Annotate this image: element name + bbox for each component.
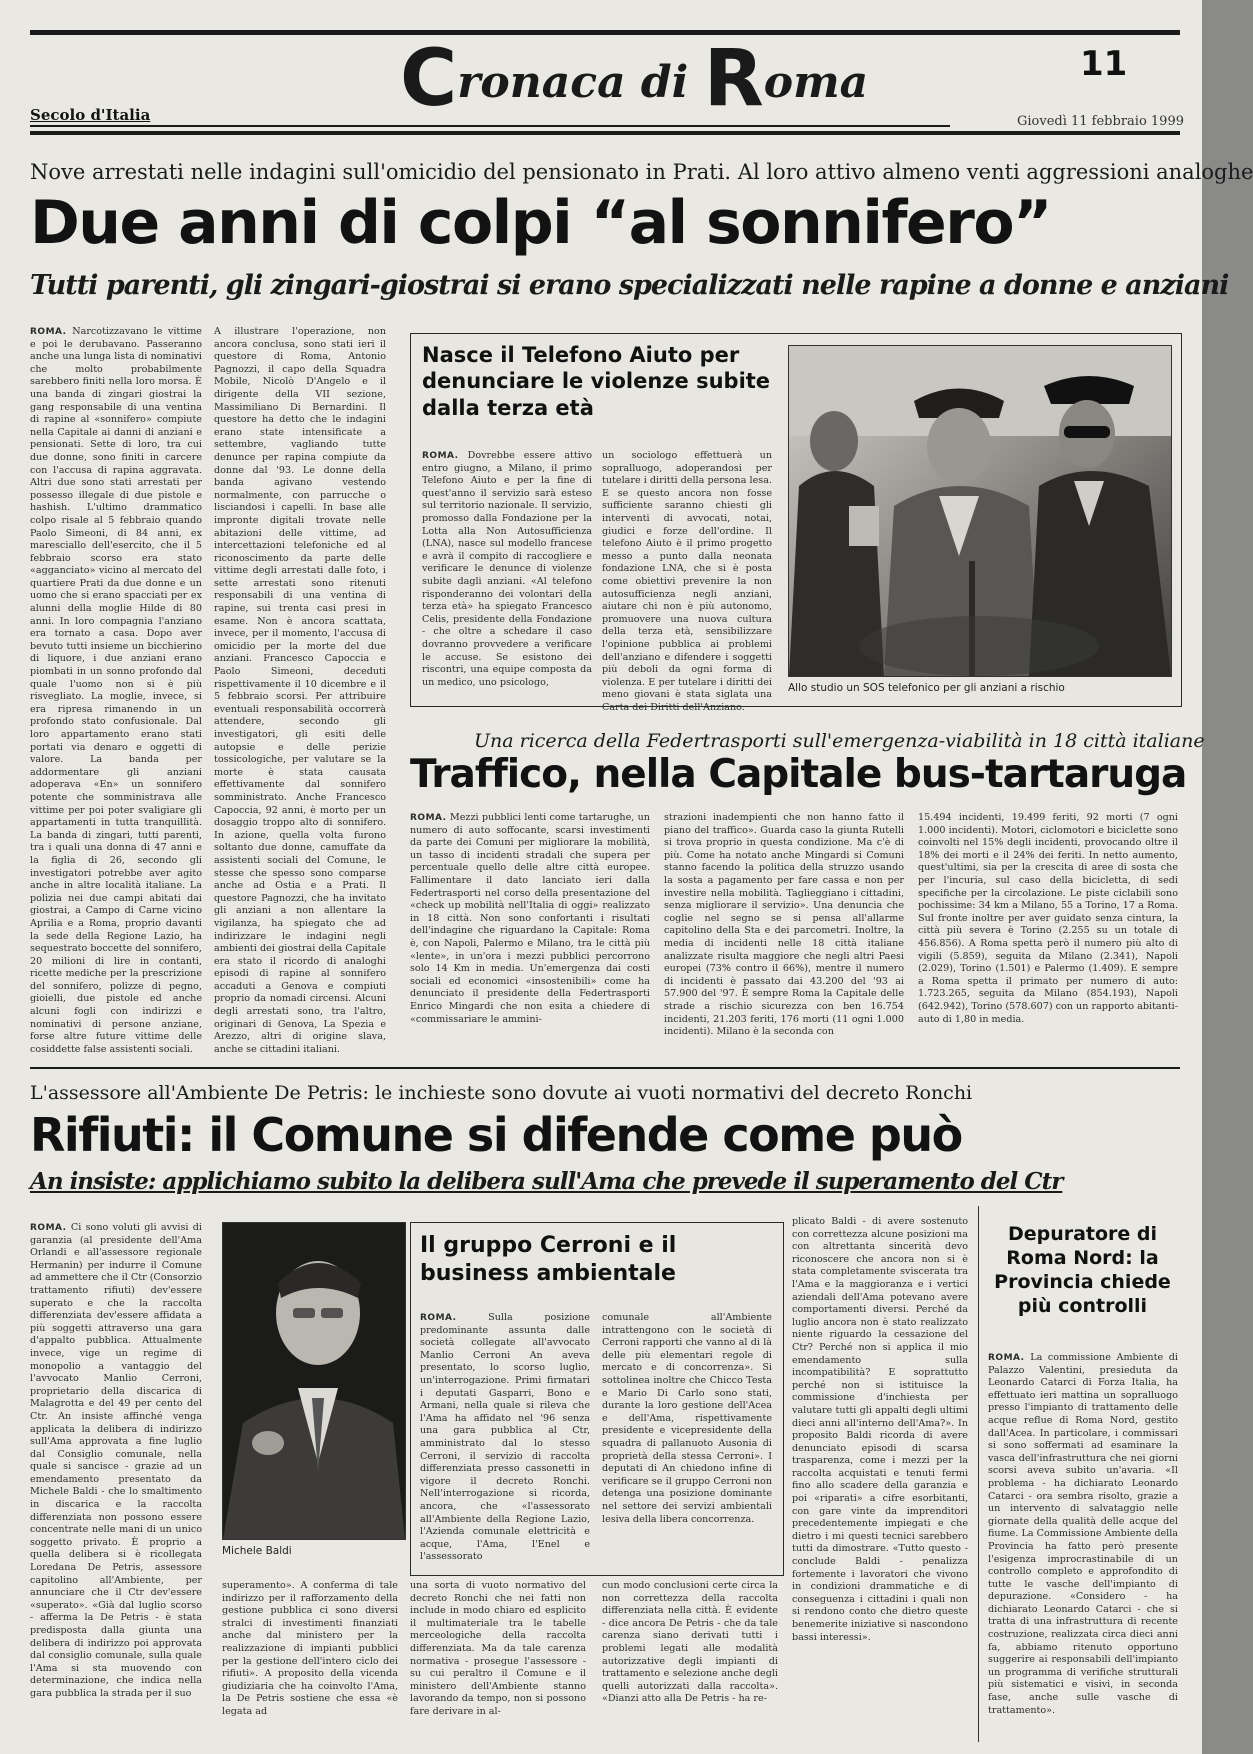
baldi-photo-caption: Michele Baldi: [222, 1545, 292, 1557]
traffico-column-3: 15.494 incidenti, 19.499 feriti, 92 morti (7 ogni 1.000 incidenti). Motori, ciclomotori e biciclette sono coinvolti nel 15% degli incidenti, provocando oltre il 18% dei morti e il 24% dei feriti. In netto aumento, quest'ultimi, sia per la crescita di aree di sosta che per l'incuria, sul caso della bicicletta, di sedi specifiche per la circolazione. Le piste ciclabili sono pochissime: 34 km a Milano, 55 a Torino, 17 a Roma. Sul fronte inoltre per aver guidato senza cintura, la città più severa è Torino (2.255 su un totale di 456.856). A Roma spetta però il numero più alto di vigili (5.859), seguita da Milano (2.341), Napoli (2.029), Torino (1.501) e Palermo (1.409). E sempre a Roma spetta il primato per numero di auto: 1.723.265, seguita da Milano (854.193), Napoli (642.942), Torino (578.607) con un rapporto abitanti-auto di 1,80 in media.: [918, 812, 1178, 1025]
telefono-photo-caption: Allo studio un SOS telefonico per gli anziani a rischio: [788, 682, 1065, 694]
traffico-column-2: strazioni inadempienti che non hanno fatto il piano del traffico». Guarda caso la giunta Rutelli si trova proprio in questa condizione. Ma c'è di più. Come ha notato anche Mingardi si Comuni stanno facendo la politica della struzzo usando la sosta a pagamento per fare cassa e non per investire nella mobilità. Taglieggiano i cittadini, senza migliorare il servizio». Una denuncia che coglie nel segno se si pensa all'allarme capitolino della Sta e dei parcometri. Inoltre, la media di incidenti nelle 18 città italiane analizzate risulta maggiore che negli altri Paesi europei (73% contro il 66%), mentre il numero di incidenti è passato dai 43.200 del '93 ai 57.900 del '97. È sempre Roma la Capitale delle strade a rischio sicurezza con ben 16.754 incidenti, 21.203 feriti, 176 morti (11 ogni 1.000 incidenti). Milano è la seconda con: [664, 812, 904, 1038]
traffico-column-1: ROMA. Mezzi pubblici lenti come tartarughe, un numero di auto soffocante, scarsi investimenti da parte dei Comuni per migliorare la mobilità, un tasso di incidenti stradali che supera per percentuale quello delle altre città europee. Fallimentare il dato lanciato ieri dalla Federtrasporti nel corso della presentazione del «check up mobilità nell'Italia di oggi» realizzato in 18 città. Non sono confortanti i risultati dell'indagine che riguardano la Capitale: Roma è, con Napoli, Palermo e Milano, tra le città più «lente», in un'ora i mezzi pubblici percorrono solo 14 Km in media. Un'emergenza dai costi sociali ed economici «insostenibili» come ha denunciato il presidente della Federtrasporti Enrico Mingardi che non esita a chiedere di «commissariare le ammini-: [410, 812, 650, 1025]
cerroni-column-2: comunale all'Ambiente intrattengono con le società di Cerroni rapporti che vanno al di là delle più elementari regole di mercato e di concorrenza». Si sottolinea inoltre che Chicco Testa e Mario Di Carlo sono stati, durante la loro gestione dell'Acea e dell'Ama, rispettivamente presidente e vicepresidente della squadra di pallanuoto Ausonia di proprietà della stessa Cerroni». I deputati di An chiedono infine di verificare se il gruppo Cerroni non detenga una posizione dominante nel settore dei servizi ambientali lesiva della libera concorrenza.: [602, 1312, 772, 1525]
section-title: Cronaca di Roma: [400, 34, 869, 124]
traffico-kicker: Una ricerca della Federtrasporti sull'emergenza-viabilità in 18 città italiane: [474, 730, 1205, 752]
rifiuti-column-4: cun modo conclusioni certe circa la non correttezza della raccolta differenziata nella città. È evidente - dice ancora De Petris - che da tale carenza siano derivati tutti i problemi legati alle modalità autorizzative degli impianti di trattamento e selezione anche degli quelli autorizzati dalla raccolta». «Dianzi atto alla De Petris - ha re-: [602, 1580, 778, 1705]
rifiuti-subhead: An insiste: applichiamo subito la delibera sull'Ama che prevede il superamento del Ctr: [30, 1168, 1063, 1195]
cerroni-title: Il gruppo Cerroni e il business ambientale: [420, 1233, 677, 1286]
lead-subhead: Tutti parenti, gli zingari-giostrai si erano specializzati nelle rapine a donne e anziani: [30, 270, 1229, 301]
rifiuti-kicker: L'assessore all'Ambiente De Petris: le inchieste sono dovute ai vuoti normativi del decreto Ronchi: [30, 1082, 973, 1104]
depuratore-title: Depuratore di Roma Nord: la Provincia chiede più controlli: [994, 1223, 1171, 1317]
rifiuti-headline: Rifiuti: il Comune si difende come può: [30, 1108, 962, 1162]
lead-kicker: Nove arrestati nelle indagini sull'omicidio del pensionato in Prati. Al loro attivo almeno venti aggressioni analoghe: [30, 160, 1253, 184]
rifiuti-column-2: superamento». A conferma di tale indirizzo per il rafforzamento della gestione pubblica ci sono diversi stralci di investimenti finanziati anche dal ministero per la realizzazione di impianti pubblici per la gestione dell'intero ciclo dei rifiuti». A proposito della vicenda giudiziaria che ha coinvolto l'Ama, la De Petris sostiene che essa «è legata ad: [222, 1580, 398, 1717]
rifiuti-column-5: plicato Baldi - di avere sostenuto con correttezza alcune posizioni ma con altrettanta sincerità devo riconoscere che ancora non si è stata completamente sviscerata tra l'Ama e la maggioranza e i vertici aziendali dell'Ama potevano avere comportamenti diversi. Perché da luglio ancora non è stato realizzato niente riguardo la cessazione del Ctr? Perché non si applica il mio emendamento sulla incompatibilità? E soprattutto perché non si istituisce la commissione d'inchiesta per valutare tutti gli appalti degli ultimi dieci anni all'interno dell'Ama?». In proposito Baldi ricorda di avere denunciato episodi di scarsa trasparenza, come i mezzi per la raccolta acquistati e tenuti fermi fino allo scadere della garanzia e poi «riparati» a cifre esorbitanti, con gare vinte da imprenditori precedentemente impiegati e che dietro i mi questi tecnici sarebbero tutti da dimostrare. «Tutto questo - conclude Baldi - penalizza fortemente i lavoratori che vivono in condizioni drammatiche e di conseguenza i cittadini i quali non si rendono conto che dietro queste benemerite iniziative si nascondono bassi interessi».: [792, 1216, 968, 1643]
newspaper-name: Secolo d'Italia: [30, 106, 151, 124]
masthead-rule-thick: [30, 131, 1180, 135]
telefono-aiuto-title: Nasce il Telefono Aiuto per denunciare le violenze subite dalla terza età: [422, 343, 771, 420]
michele-baldi-photo-image: [223, 1223, 405, 1539]
lead-column-2: A illustrare l'operazione, non ancora conclusa, sono stati ieri il questore di Roma, Antonio Pagnozzi, il capo della Squadra Mobile, Nicolò D'Angelo e il dirigente della VII sezione, Massimiliano Di Bernardini. Il questore ha detto che le indagini erano state intensificate a settembre, vagliando tutte denunce per rapina compiute da donne dal '93. Le donne della banda agivano vestendo normalmente, con parrucche o lisciandosi i capelli. In base alle impronte digitali trovate nelle abitazioni delle vittime, ad intercettazioni telefoniche ed al riconoscimento da parte delle vittime degli arrestati dalle foto, i sette arrestati sono ritenuti responsabili di una ventina di rapine, sui trenta casi presi in esame. Non è ancora scattata, invece, per il momento, l'accusa di omicidio per la morte del due anziani. Francesco Capoccia e Paolo Simeoni, deceduti rispettivamente il 10 dicembre e il 5 febbraio scorsi. Per attribuire eventuali responsabilità occorrerà attendere, secondo gli investigatori, gli esiti delle autopsie e delle perizie tossicologiche, per valutare se la morte è stata causata effettivamente dal sonnifero somministrato. Anche Francesco Capoccia, 92 anni, è morto per un dosaggio troppo alto di sonnifero. In azione, quella volta furono soltanto due donne, camuffate da assistenti sociali del Comune, le stesse che spesso sono comparse anche ad Ostia e a Prati. Il questore Pagnozzi, che ha invitato gli anziani a non allentare la vigilanza, ha spiegato che ad indirizzare le indagini negli ambienti dei giostrai della Capitale era stato il ricordo di analoghi episodi di rapine al sonnifero accaduti a Genova e compiuti proprio da nomadi circensi. Alcuni degli arrestati sono, tra l'altro, originari di Genova, La Spezia e Arezzo, altri di origine slava, anche se cittadini italiani.: [214, 326, 386, 1055]
lead-column-1: ROMA. Narcotizzavano le vittime e poi le derubavano. Passeranno anche una lunga lista di nominativi che molto probabilmente sarebbero finiti nella loro morsa. È una banda di zingari giostrai la gang responsabile di una ventina di rapine al «sonnifero» compiute nella Capitale ai danni di anziani e pensionati. Sette di loro, tra cui due donne, sono finiti in carcere con l'accusa di rapina aggravata. Altri due sono stati arrestati per possesso illegale di due pistole e hashish. L'ultimo drammatico colpo risale al 5 febbraio quando Paolo Simeoni, di 84 anni, ex maresciallo dell'esercito, che il 5 febbraio scorso era stato «agganciato» vicino al mercato del quartiere Prati da due donne e un uomo che si erano spacciati per ex alunni della moglie Hilde di 80 anni. In loro compagnia l'anziano era tornato a casa. Dopo aver bevuto tutti insieme un bicchierino di liquore, i due anziani erano piombati in un sonno profondo dal quale l'uomo non si è più risvegliato. La moglie, invece, si era ripresa rimanendo in un profondo stato confusionale. Dal loro appartamento erano stati portati via denaro e oggetti di valore. La banda per addormentare gli anziani adoperava «En» un sonnifero potente che somministrava alle vittime per poi poter svaligiare gli appartamenti in tutta tranquillità. La banda di zingari, tutti parenti, tra i quali una donna di 47 anni e la figlia di 26, secondo gli investigatori potrebbe aver agito anche in altre località italiane. La polizia nei due campi abitati dai giostrai, a Campo di Carne vicino Aprilia e a Roma, proprio davanti la sede della Regione Lazio, ha sequestrato boccette del sonnifero, 20 milioni di lire in contanti, ricette mediche per la prescrizione del sonnifero, polizze di pegno, gioielli, due pistole ed anche alcuni fogli con indirizzi e nominativi di persone anziane, forse altre future vittime delle cosiddette false assistenti sociali.: [30, 326, 202, 1055]
elderly-men-photo-image: [789, 346, 1171, 676]
cerroni-column-1: ROMA. Sulla posizione predominante assunta dalle società collegate all'avvocato Manlio Cerroni An aveva presentato, lo scorso luglio, un'interrogazione. Primi firmatari i deputati Gasparri, Bono e Armani, nella quale si rileva che l'Ama ha affidato nel '96 senza una gara pubblica al Ctr, amministrato dal lo stesso Cerroni, il servizio di raccolta differenziata presso cassonetti in vigore il decreto Ronchi. Nell'interrogazione si ricorda, ancora, che «l'assessorato all'Ambiente della Regione Lazio, l'Azienda comunale elettricità e acque, l'Ama, l'Enel e l'assessorato: [420, 1312, 590, 1563]
page-number: 11: [1080, 44, 1128, 84]
telefono-column-1: ROMA. Dovrebbe essere attivo entro giugno, a Milano, il primo Telefono Aiuto e per la fine di quest'anno il servizio sarà esteso sul territorio nazionale. Il servizio, promosso dalla Fondazione per la Lotta alla Non Autosufficienza (LNA), nasce sul modello francese e avrà il compito di raccogliere e verificare le denunce di violenze subite dagli anziani. «Al telefono risponderanno dei volontari della terza età» ha spiegato Francesco Celis, presidente della Fondazione - che oltre a schedare il caso dovranno provvedere a verificare le accuse. Se esistono dei riscontri, una equipe composta da un medico, uno psicologo,: [422, 450, 592, 688]
rifiuti-column-3: una sorta di vuoto normativo del decreto Ronchi che nei fatti non include in modo chiaro ed esplicito il multimateriale tra le tabelle merceologiche della raccolta differenziata. Ma da tale carenza normativa - prosegue l'assessore - su cui peraltro il Comune e il ministero dell'Ambiente stanno lavorando da tempo, non si possono fare derivare in al-: [410, 1580, 586, 1717]
lead-headline: Due anni di colpi “al sonnifero”: [30, 188, 1051, 258]
telefono-column-2: un sociologo effettuerà un sopralluogo, adoperandosi per tutelare i diritti della persona lesa. E se questo ancora non fosse sufficiente saranno chiesti gli interventi di avvocati, notai, giudici e forze dell'ordine. Il telefono Aiuto è il primo progetto messo a punto dalla neonata fondazione LNA, che si è posta come obiettivi prevenire la non autosufficienza negli anziani, aiutare chi non è più autonomo, promuovere una nuova cultura della terza età, sensibilizzare l'opinione pubblica ai problemi dell'anziano e difendere i soggetti più deboli da ogni forma di violenza. E per tutelare i diritti dei meno giovani è stata siglata una Carta dei Diritti dell'Anziano.: [602, 450, 772, 713]
rifiuti-column-1: ROMA. Ci sono voluti gli avvisi di garanzia (al presidente dell'Ama Orlandi e all'assessore regionale Hermanin) per indurre il Comune ad ammettere che il Ctr (Consorzio trattamento rifiuti) dev'essere superato e che la raccolta differenziata dev'essere affidata a più soggetti attraverso una gara d'appalto pubblica. Attualmente invece, vige un regime di monopolio a vantaggio del l'avvocato Manlio Cerroni, proprietario della discarica di Malagrotta e del 49 per cento del Ctr. An insiste affinché venga applicata la delibera di indirizzo sull'Ama approvata a fine luglio dal Consiglio comunale, nella quale si sancisce - grazie ad un emendamento presentato da Michele Baldi - che lo smaltimento in discarica e la raccolta differenziata non possono essere concentrate nelle mani di un unico soggetto privato. È proprio a quella delibera si è ricollegata Loredana De Petris, assessore capitolino all'Ambiente, per annunciare che il Ctr dev'essere «superato». «Già dal luglio scorso - afferma la De Petris - è stata predisposta dalla giunta una delibera di indirizzo poi approvata dal consiglio comunale, sulla quale l'Ama si sta muovendo con determinazione, che indica nella gara pubblica la strada per il suo: [30, 1222, 202, 1699]
sidebar-divider: [978, 1206, 979, 1742]
issue-date: Giovedì 11 febbraio 1999: [950, 114, 1188, 129]
elderly-men-photo: [788, 345, 1172, 677]
rifiuti-top-rule: [30, 1067, 1180, 1069]
michele-baldi-photo: [222, 1222, 406, 1540]
traffico-headline: Traffico, nella Capitale bus-tartaruga: [410, 752, 1187, 797]
depuratore-column: ROMA. La commissione Ambiente di Palazzo Valentini, presieduta da Leonardo Catarci di Forza Italia, ha effettuato ieri mattina un sopralluogo presso l'impianto di trattamento delle acque reflue di Roma Nord, gestito dall'Acea. In particolare, i commissari si sono soffermati ad esaminare la vasca dell'infrastruttura che nei giorni scorsi aveva subito un'avaria. «Il problema - ha dichiarato Leonardo Catarci - ora sembra risolto, grazie a un intervento di salvataggio nelle giornate della qualità delle acque del fiume. La Commissione Ambiente della Provincia ha fatto però presente l'esigenza improcrastinabile di un controllo completo e approfondito di tutte le vasche dell'impianto di depurazione. «Considero - ha dichiarato Leonardo Catarci - che si tratta di una infrastruttura di recente costruzione, realizzata circa dieci anni fa, abbiamo ritenuto opportuno suggerire ai responsabili dell'impianto un programma di verifiche strutturali più sistematici e visivi, in seconda fase, anche sulle vasche di trattamento».: [988, 1352, 1178, 1716]
